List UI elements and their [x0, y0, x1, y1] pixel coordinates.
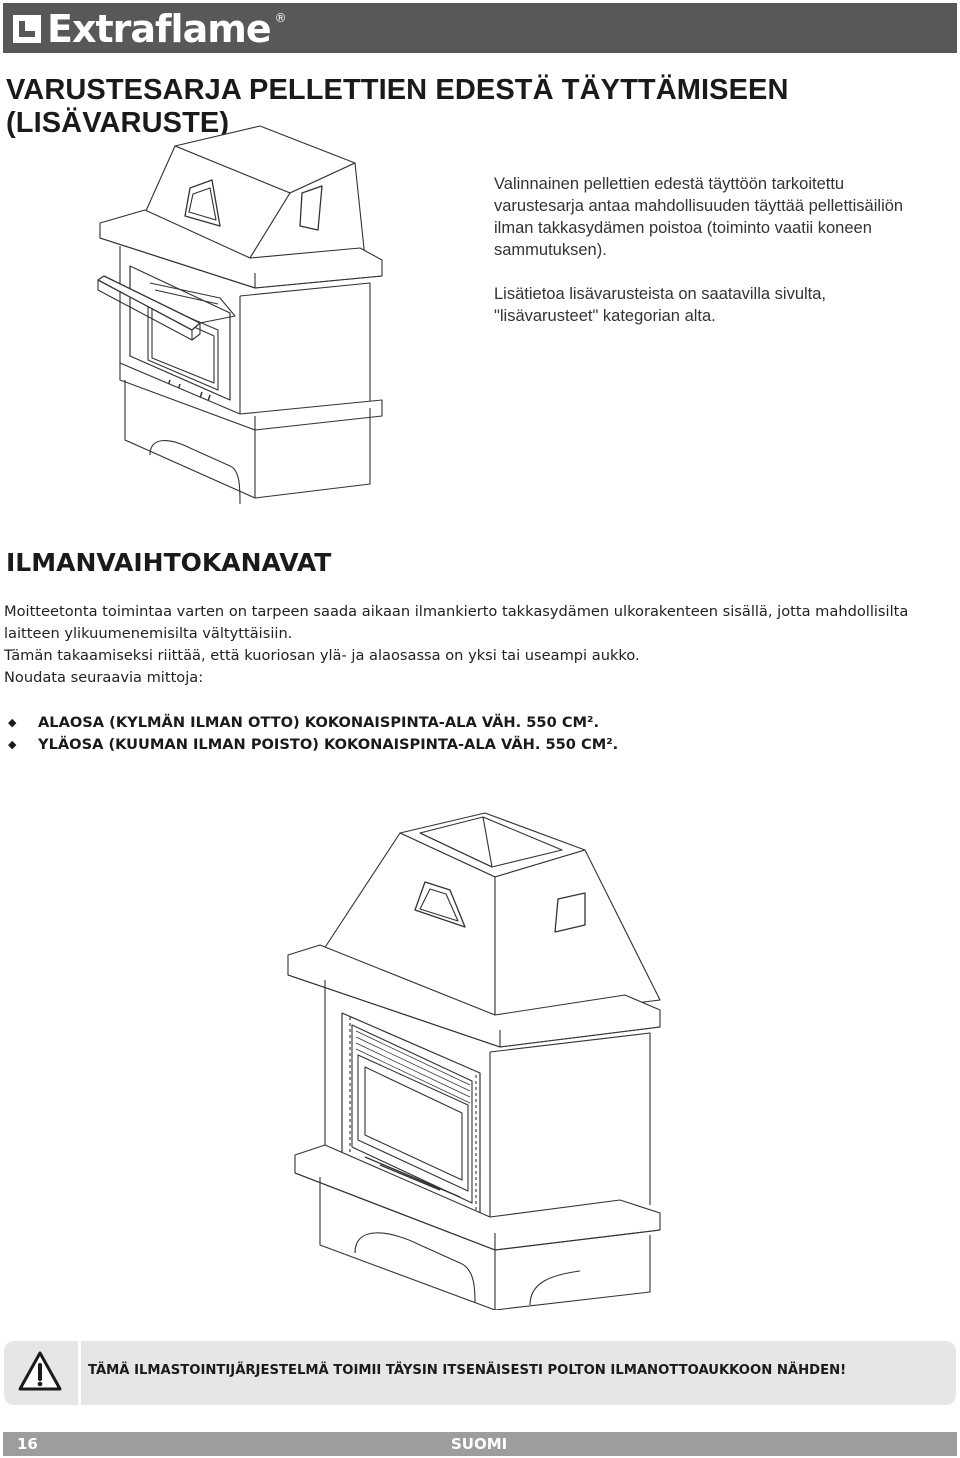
- warning-text: TÄMÄ ILMASTOINTIJÄRJESTELMÄ TOIMII TÄYSIN ITSENÄISESTI POLTON ILMANOTTOAUKKOON NÄHDEN!: [88, 1363, 847, 1378]
- list-item: [8, 733, 618, 755]
- list-item-text: YLÄOSA (KUUMAN ILMAN POISTO) KOKONAISPINTA-ALA VÄH. 550 CM².: [38, 735, 619, 753]
- section-body: [4, 601, 959, 689]
- registered-mark: ®: [274, 11, 287, 25]
- warning-triangle-icon: [17, 1350, 63, 1392]
- body-paragraph: Tämän takaamiseksi riittää, että kuoriosan ylä- ja alaosassa on yksi tai useampi aukko.: [4, 647, 640, 664]
- page-language: SUOMI: [451, 1435, 508, 1453]
- brand-name: Extraflame: [47, 7, 271, 51]
- page-number: 16: [17, 1435, 38, 1453]
- intro-paragraph: Lisätietoa lisävarusteista on saatavilla sivulta, "lisävarusteet" kategorian alta.: [494, 285, 827, 325]
- diamond-bullet-icon: ◆: [8, 715, 17, 729]
- footer-bar: [3, 1432, 957, 1456]
- intro-paragraph: Valinnainen pellettien edestä täyttöön tarkoitettu varustesarja antaa mahdollisuuden täyttää pellettisäiliön ilman takkasydämen poistoa (toiminto vaatii koneen sammutuksen).: [494, 175, 904, 259]
- list-item: [8, 711, 618, 733]
- body-paragraph: Moitteetonta toimintaa varten on tarpeen saada aikaan ilmankierto takkasydämen ulkorakenteen sisällä, jotta mahdollisilta laitteen ylikuumenemisilta vältyttäisiin.: [4, 603, 909, 642]
- list-item-text: ALAOSA (KYLMÄN ILMAN OTTO) KOKONAISPINTA-ALA VÄH. 550 CM².: [38, 713, 599, 731]
- diamond-bullet-icon: ◆: [8, 737, 17, 751]
- extraflame-logo-icon: [9, 11, 45, 47]
- header-bar: [3, 3, 957, 53]
- fireplace-front-loading-kit-illustration: [90, 118, 400, 523]
- warning-box: [4, 1341, 956, 1405]
- fireplace-ventilation-illustration: [280, 805, 680, 1310]
- requirements-list: [8, 711, 618, 755]
- warning-divider: [78, 1341, 81, 1405]
- body-paragraph: Noudata seuraavia mittoja:: [4, 669, 204, 686]
- page-title: VARUSTESARJA PELLETTIEN EDESTÄ TÄYTTÄMISEEN (LISÄVARUSTE): [6, 74, 789, 139]
- section-title: ILMANVAIHTOKANAVAT: [6, 548, 332, 577]
- intro-text-block: [494, 173, 924, 349]
- brand-logo: [9, 9, 287, 49]
